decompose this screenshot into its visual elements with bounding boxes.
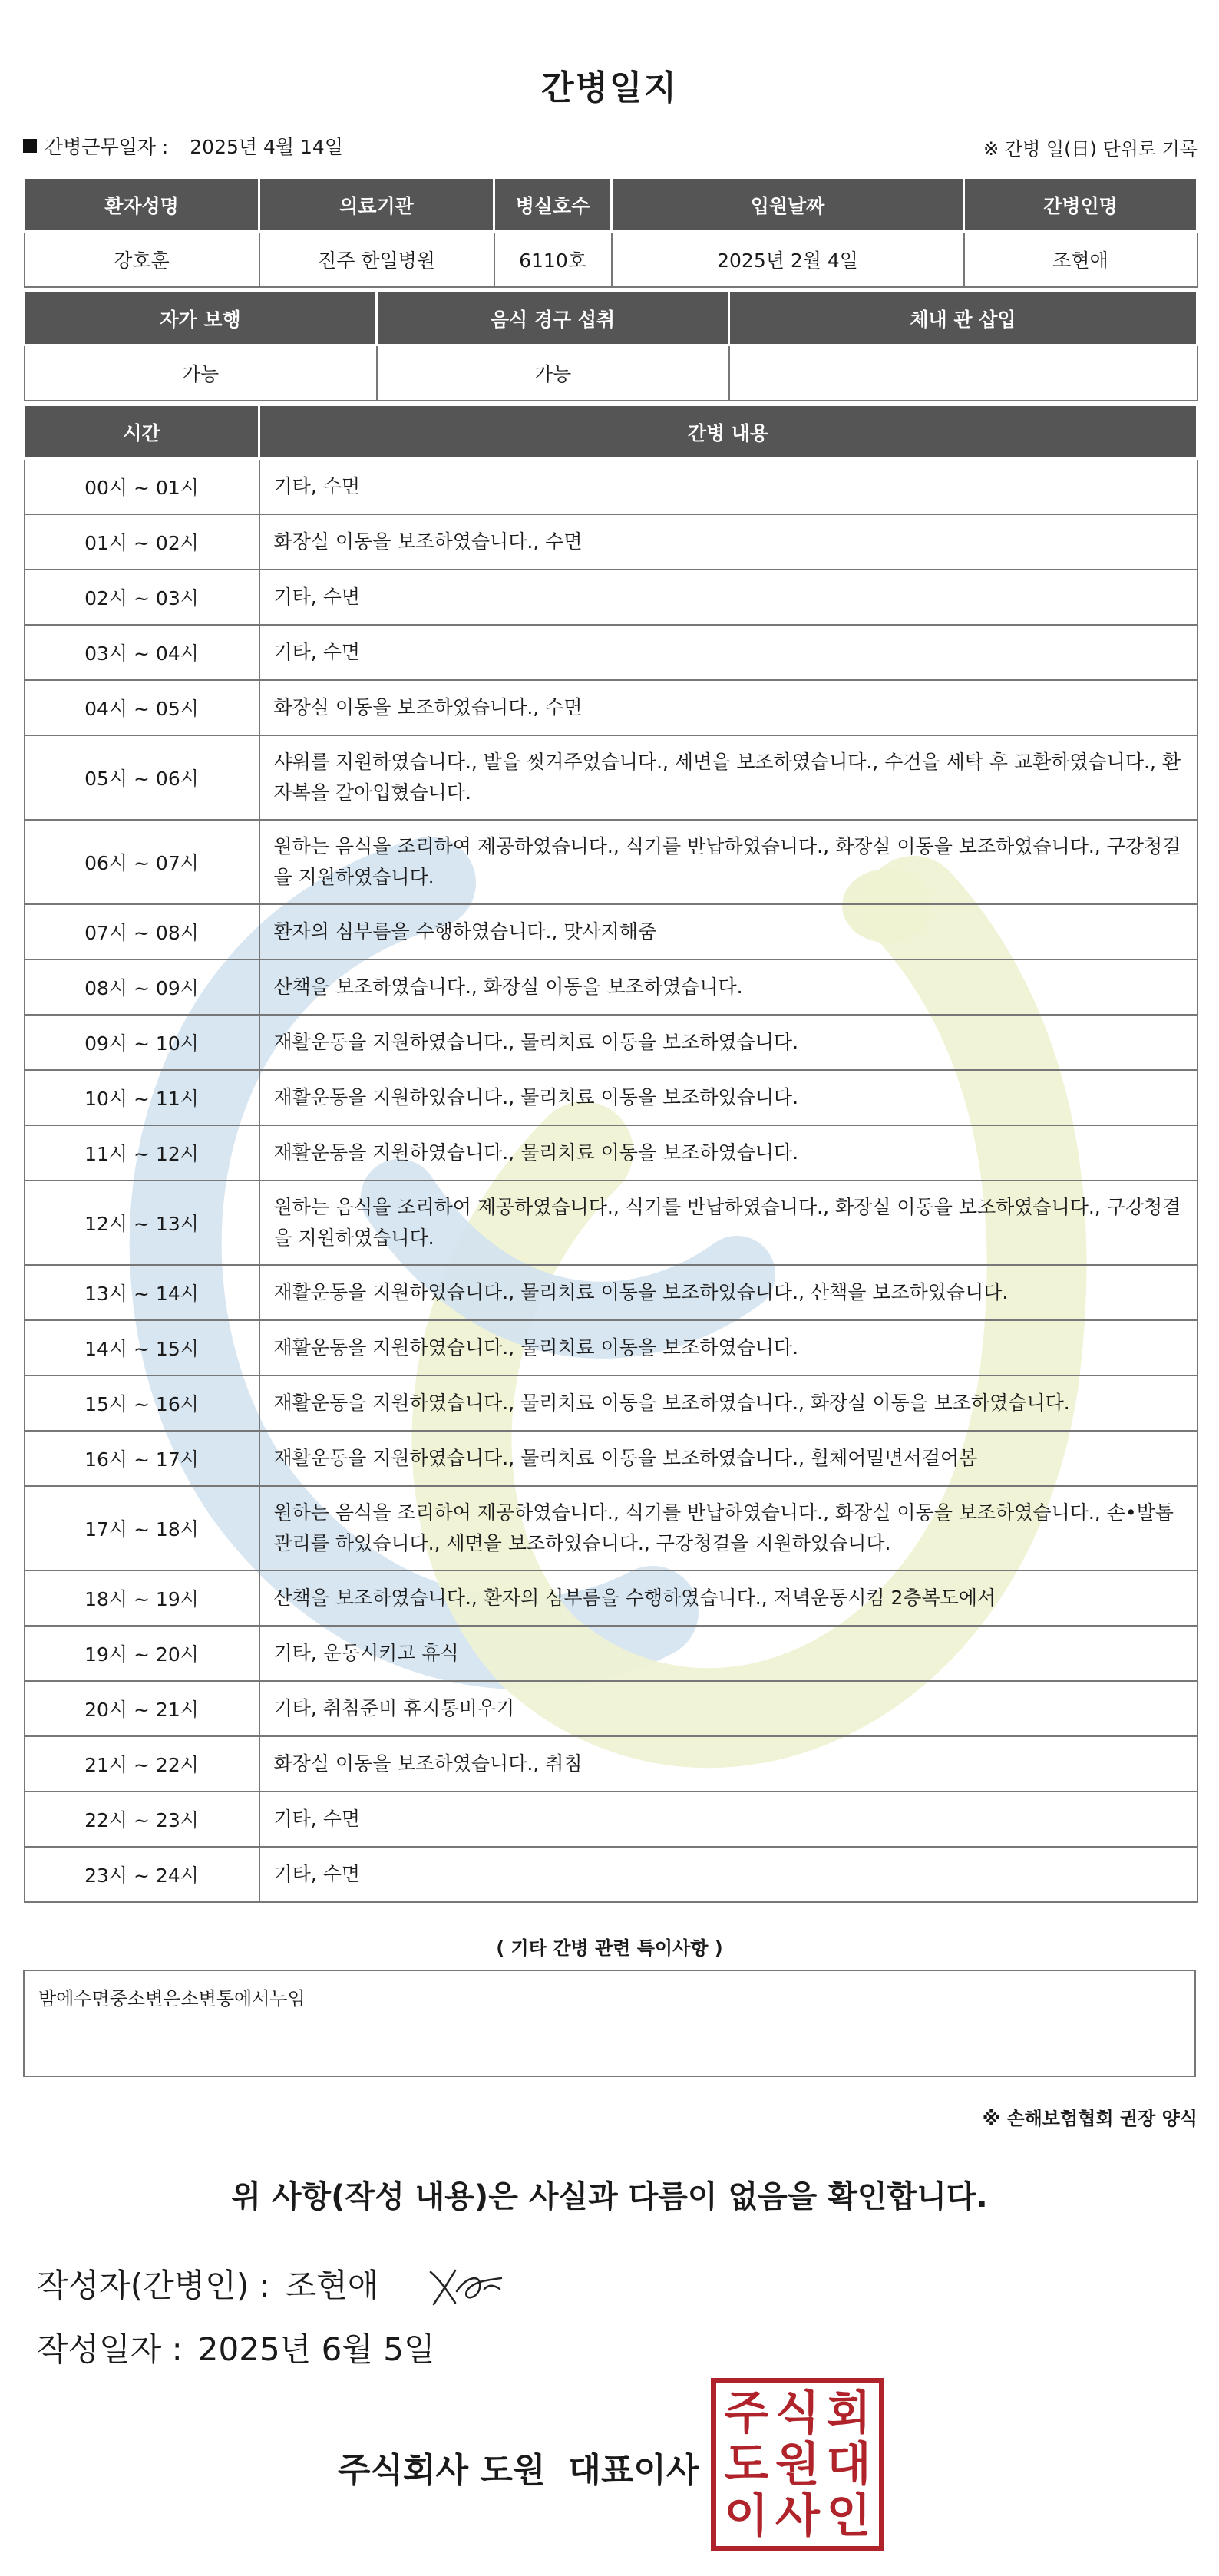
seal-char: 대 bbox=[826, 2437, 871, 2492]
seal-char: 회 bbox=[826, 2386, 871, 2441]
row-time: 22시 ~ 23시 bbox=[25, 1792, 259, 1847]
seal-char: 도 bbox=[724, 2437, 769, 2492]
written-date bbox=[37, 2324, 435, 2370]
page-title: 간병일지 bbox=[540, 68, 678, 107]
notes-text: 밤에수면중소변은소변통에서누임 bbox=[38, 1988, 306, 2010]
row-content: 기타, 수면 bbox=[259, 625, 1198, 680]
tube-insertion-value bbox=[729, 345, 1198, 401]
row-content: 재활운동을 지원하였습니다., 물리치료 이동을 보조하였습니다. bbox=[259, 1125, 1198, 1181]
header-care-content: 간병 내용 bbox=[259, 405, 1198, 459]
hospital-name: 진주 한일병원 bbox=[259, 232, 494, 287]
table-row bbox=[25, 820, 1198, 904]
table-row bbox=[25, 1070, 1198, 1125]
row-content: 기타, 수면 bbox=[259, 1847, 1198, 1902]
row-time: 15시 ~ 16시 bbox=[25, 1376, 259, 1431]
row-time: 06시 ~ 07시 bbox=[25, 820, 259, 904]
row-content: 재활운동을 지원하였습니다., 물리치료 이동을 보조하였습니다., 화장실 이동을 보조하였습니다. bbox=[259, 1376, 1198, 1431]
row-content: 원하는 음식을 조리하여 제공하였습니다., 식기를 반납하였습니다., 화장실 이동을 보조하였습니다., 구강청결을 지원하였습니다. bbox=[259, 1181, 1198, 1265]
company-seal bbox=[711, 2378, 884, 2551]
row-time: 13시 ~ 14시 bbox=[25, 1265, 259, 1320]
row-content: 재활운동을 지원하였습니다., 물리치료 이동을 보조하였습니다., 휠체어밀면서걸어봄 bbox=[259, 1431, 1198, 1486]
table-row bbox=[25, 570, 1198, 625]
table-row bbox=[25, 1125, 1198, 1181]
table-row bbox=[25, 1431, 1198, 1486]
table-row bbox=[25, 680, 1198, 735]
row-time: 16시 ~ 17시 bbox=[25, 1431, 259, 1486]
row-content: 환자의 심부름을 수행하였습니다., 맛사지해줌 bbox=[259, 904, 1198, 959]
row-time: 20시 ~ 21시 bbox=[25, 1681, 259, 1736]
row-time: 03시 ~ 04시 bbox=[25, 625, 259, 680]
row-time: 04시 ~ 05시 bbox=[25, 680, 259, 735]
company-title: 대표이사 bbox=[568, 2451, 699, 2490]
table-row bbox=[25, 625, 1198, 680]
work-date-value: 2025년 4월 14일 bbox=[190, 136, 343, 158]
table-row bbox=[25, 904, 1198, 959]
seal-char: 사 bbox=[775, 2488, 820, 2543]
row-content: 산책을 보조하였습니다., 화장실 이동을 보조하였습니다. bbox=[259, 959, 1198, 1015]
table-row bbox=[25, 1015, 1198, 1070]
row-time: 14시 ~ 15시 bbox=[25, 1320, 259, 1376]
header-caregiver: 간병인명 bbox=[964, 178, 1198, 232]
table-row bbox=[25, 1376, 1198, 1431]
seal-char: 인 bbox=[826, 2488, 871, 2543]
row-time: 19시 ~ 20시 bbox=[25, 1626, 259, 1681]
row-time: 05시 ~ 06시 bbox=[25, 735, 259, 820]
notes-box bbox=[23, 1970, 1196, 2077]
table-row bbox=[25, 1570, 1198, 1626]
row-content: 원하는 음식을 조리하여 제공하였습니다., 식기를 반납하였습니다., 화장실 이동을 보조하였습니다., 손•발톱 관리를 하였습니다., 세면을 보조하였습니다., 구강청결을 지원하였습니다. bbox=[259, 1486, 1198, 1570]
seal-char: 이 bbox=[724, 2488, 769, 2543]
row-content: 산책을 보조하였습니다., 환자의 심부름을 수행하였습니다., 저녁운동시킴 2층복도에서 bbox=[259, 1570, 1198, 1626]
row-content: 화장실 이동을 보조하였습니다., 취침 bbox=[259, 1736, 1198, 1792]
table-row bbox=[25, 1320, 1198, 1376]
ability-table bbox=[23, 290, 1198, 401]
row-time: 07시 ~ 08시 bbox=[25, 904, 259, 959]
row-time: 17시 ~ 18시 bbox=[25, 1486, 259, 1570]
table-row bbox=[25, 1736, 1198, 1792]
table-row bbox=[25, 1265, 1198, 1320]
header-time: 시간 bbox=[25, 405, 259, 459]
row-content: 기타, 취침준비 휴지통비우기 bbox=[259, 1681, 1198, 1736]
company-name: 주식회사 도원 bbox=[338, 2451, 546, 2490]
notes-title: ( 기타 간병 관련 특이사항 ) bbox=[496, 1937, 723, 1959]
row-content: 기타, 수면 bbox=[259, 459, 1198, 514]
row-content: 재활운동을 지원하였습니다., 물리치료 이동을 보조하였습니다., 산책을 보조하였습니다. bbox=[259, 1265, 1198, 1320]
row-content: 샤워를 지원하였습니다., 발을 씻겨주었습니다., 세면을 보조하였습니다., 수건을 세탁 후 교환하였습니다., 환자복을 갈아입혔습니다. bbox=[259, 735, 1198, 820]
table-row bbox=[25, 959, 1198, 1015]
table-row bbox=[25, 1181, 1198, 1265]
header-hospital: 의료기관 bbox=[259, 178, 494, 232]
company-line bbox=[338, 2442, 699, 2492]
header-room: 병실호수 bbox=[494, 178, 612, 232]
room-number: 6110호 bbox=[494, 232, 612, 287]
record-note: ※ 간병 일(日) 단위로 기록 bbox=[983, 138, 1198, 160]
row-content: 재활운동을 지원하였습니다., 물리치료 이동을 보조하였습니다. bbox=[259, 1070, 1198, 1125]
signature bbox=[425, 2257, 509, 2310]
seal-char: 식 bbox=[775, 2386, 820, 2441]
row-content: 기타, 수면 bbox=[259, 570, 1198, 625]
header-oral-intake: 음식 경구 섭취 bbox=[377, 292, 729, 345]
table-row bbox=[25, 735, 1198, 820]
table-row bbox=[25, 514, 1198, 570]
patient-table bbox=[23, 177, 1198, 288]
row-time: 12시 ~ 13시 bbox=[25, 1181, 259, 1265]
table-row bbox=[25, 1792, 1198, 1847]
patient-name: 강호훈 bbox=[25, 232, 259, 287]
row-content: 원하는 음식을 조리하여 제공하였습니다., 식기를 반납하였습니다., 화장실 이동을 보조하였습니다., 구강청결을 지원하였습니다. bbox=[259, 820, 1198, 904]
row-time: 21시 ~ 22시 bbox=[25, 1736, 259, 1792]
writer-name: 조현애 bbox=[285, 2267, 379, 2304]
table-row bbox=[25, 1626, 1198, 1681]
row-time: 01시 ~ 02시 bbox=[25, 514, 259, 570]
row-content: 기타, 운동시키고 휴식 bbox=[259, 1626, 1198, 1681]
writer-label: 작성자(간병인) : bbox=[37, 2267, 270, 2304]
row-time: 10시 ~ 11시 bbox=[25, 1070, 259, 1125]
confirmation-text: 위 사항(작성 내용)은 사실과 다름이 없음을 확인합니다. bbox=[231, 2179, 988, 2214]
walking-value: 가능 bbox=[25, 345, 377, 401]
work-date bbox=[23, 132, 343, 160]
date-value: 2025년 6월 5일 bbox=[197, 2330, 435, 2368]
row-time: 18시 ~ 19시 bbox=[25, 1570, 259, 1626]
row-time: 00시 ~ 01시 bbox=[25, 459, 259, 514]
table-row bbox=[25, 459, 1198, 514]
caregiver-name: 조현애 bbox=[964, 232, 1198, 287]
admission-date: 2025년 2월 4일 bbox=[612, 232, 964, 287]
seal-char: 원 bbox=[775, 2437, 820, 2492]
table-row bbox=[25, 1847, 1198, 1902]
header-admission-date: 입원날짜 bbox=[612, 178, 964, 232]
row-content: 기타, 수면 bbox=[259, 1792, 1198, 1847]
table-row bbox=[25, 1681, 1198, 1736]
row-content: 재활운동을 지원하였습니다., 물리치료 이동을 보조하였습니다. bbox=[259, 1320, 1198, 1376]
row-content: 화장실 이동을 보조하였습니다., 수면 bbox=[259, 514, 1198, 570]
header-walking: 자가 보행 bbox=[25, 292, 377, 345]
row-time: 02시 ~ 03시 bbox=[25, 570, 259, 625]
row-content: 재활운동을 지원하였습니다., 물리치료 이동을 보조하였습니다. bbox=[259, 1015, 1198, 1070]
writer-line bbox=[37, 2257, 509, 2310]
row-time: 09시 ~ 10시 bbox=[25, 1015, 259, 1070]
oral-intake-value: 가능 bbox=[377, 345, 729, 401]
date-label: 작성일자 : bbox=[37, 2330, 183, 2368]
square-bullet-icon bbox=[23, 139, 37, 153]
table-row bbox=[25, 1486, 1198, 1570]
row-time: 08시 ~ 09시 bbox=[25, 959, 259, 1015]
row-content: 화장실 이동을 보조하였습니다., 수면 bbox=[259, 680, 1198, 735]
header-patient-name: 환자성명 bbox=[25, 178, 259, 232]
form-note: ※ 손해보험협회 권장 양식 bbox=[982, 2108, 1198, 2129]
header-tube-insertion: 체내 관 삽입 bbox=[729, 292, 1198, 345]
seal-char: 주 bbox=[724, 2386, 769, 2441]
row-time: 11시 ~ 12시 bbox=[25, 1125, 259, 1181]
row-time: 23시 ~ 24시 bbox=[25, 1847, 259, 1902]
work-date-label: 간병근무일자 : bbox=[45, 136, 169, 158]
care-log-table bbox=[23, 404, 1198, 1903]
